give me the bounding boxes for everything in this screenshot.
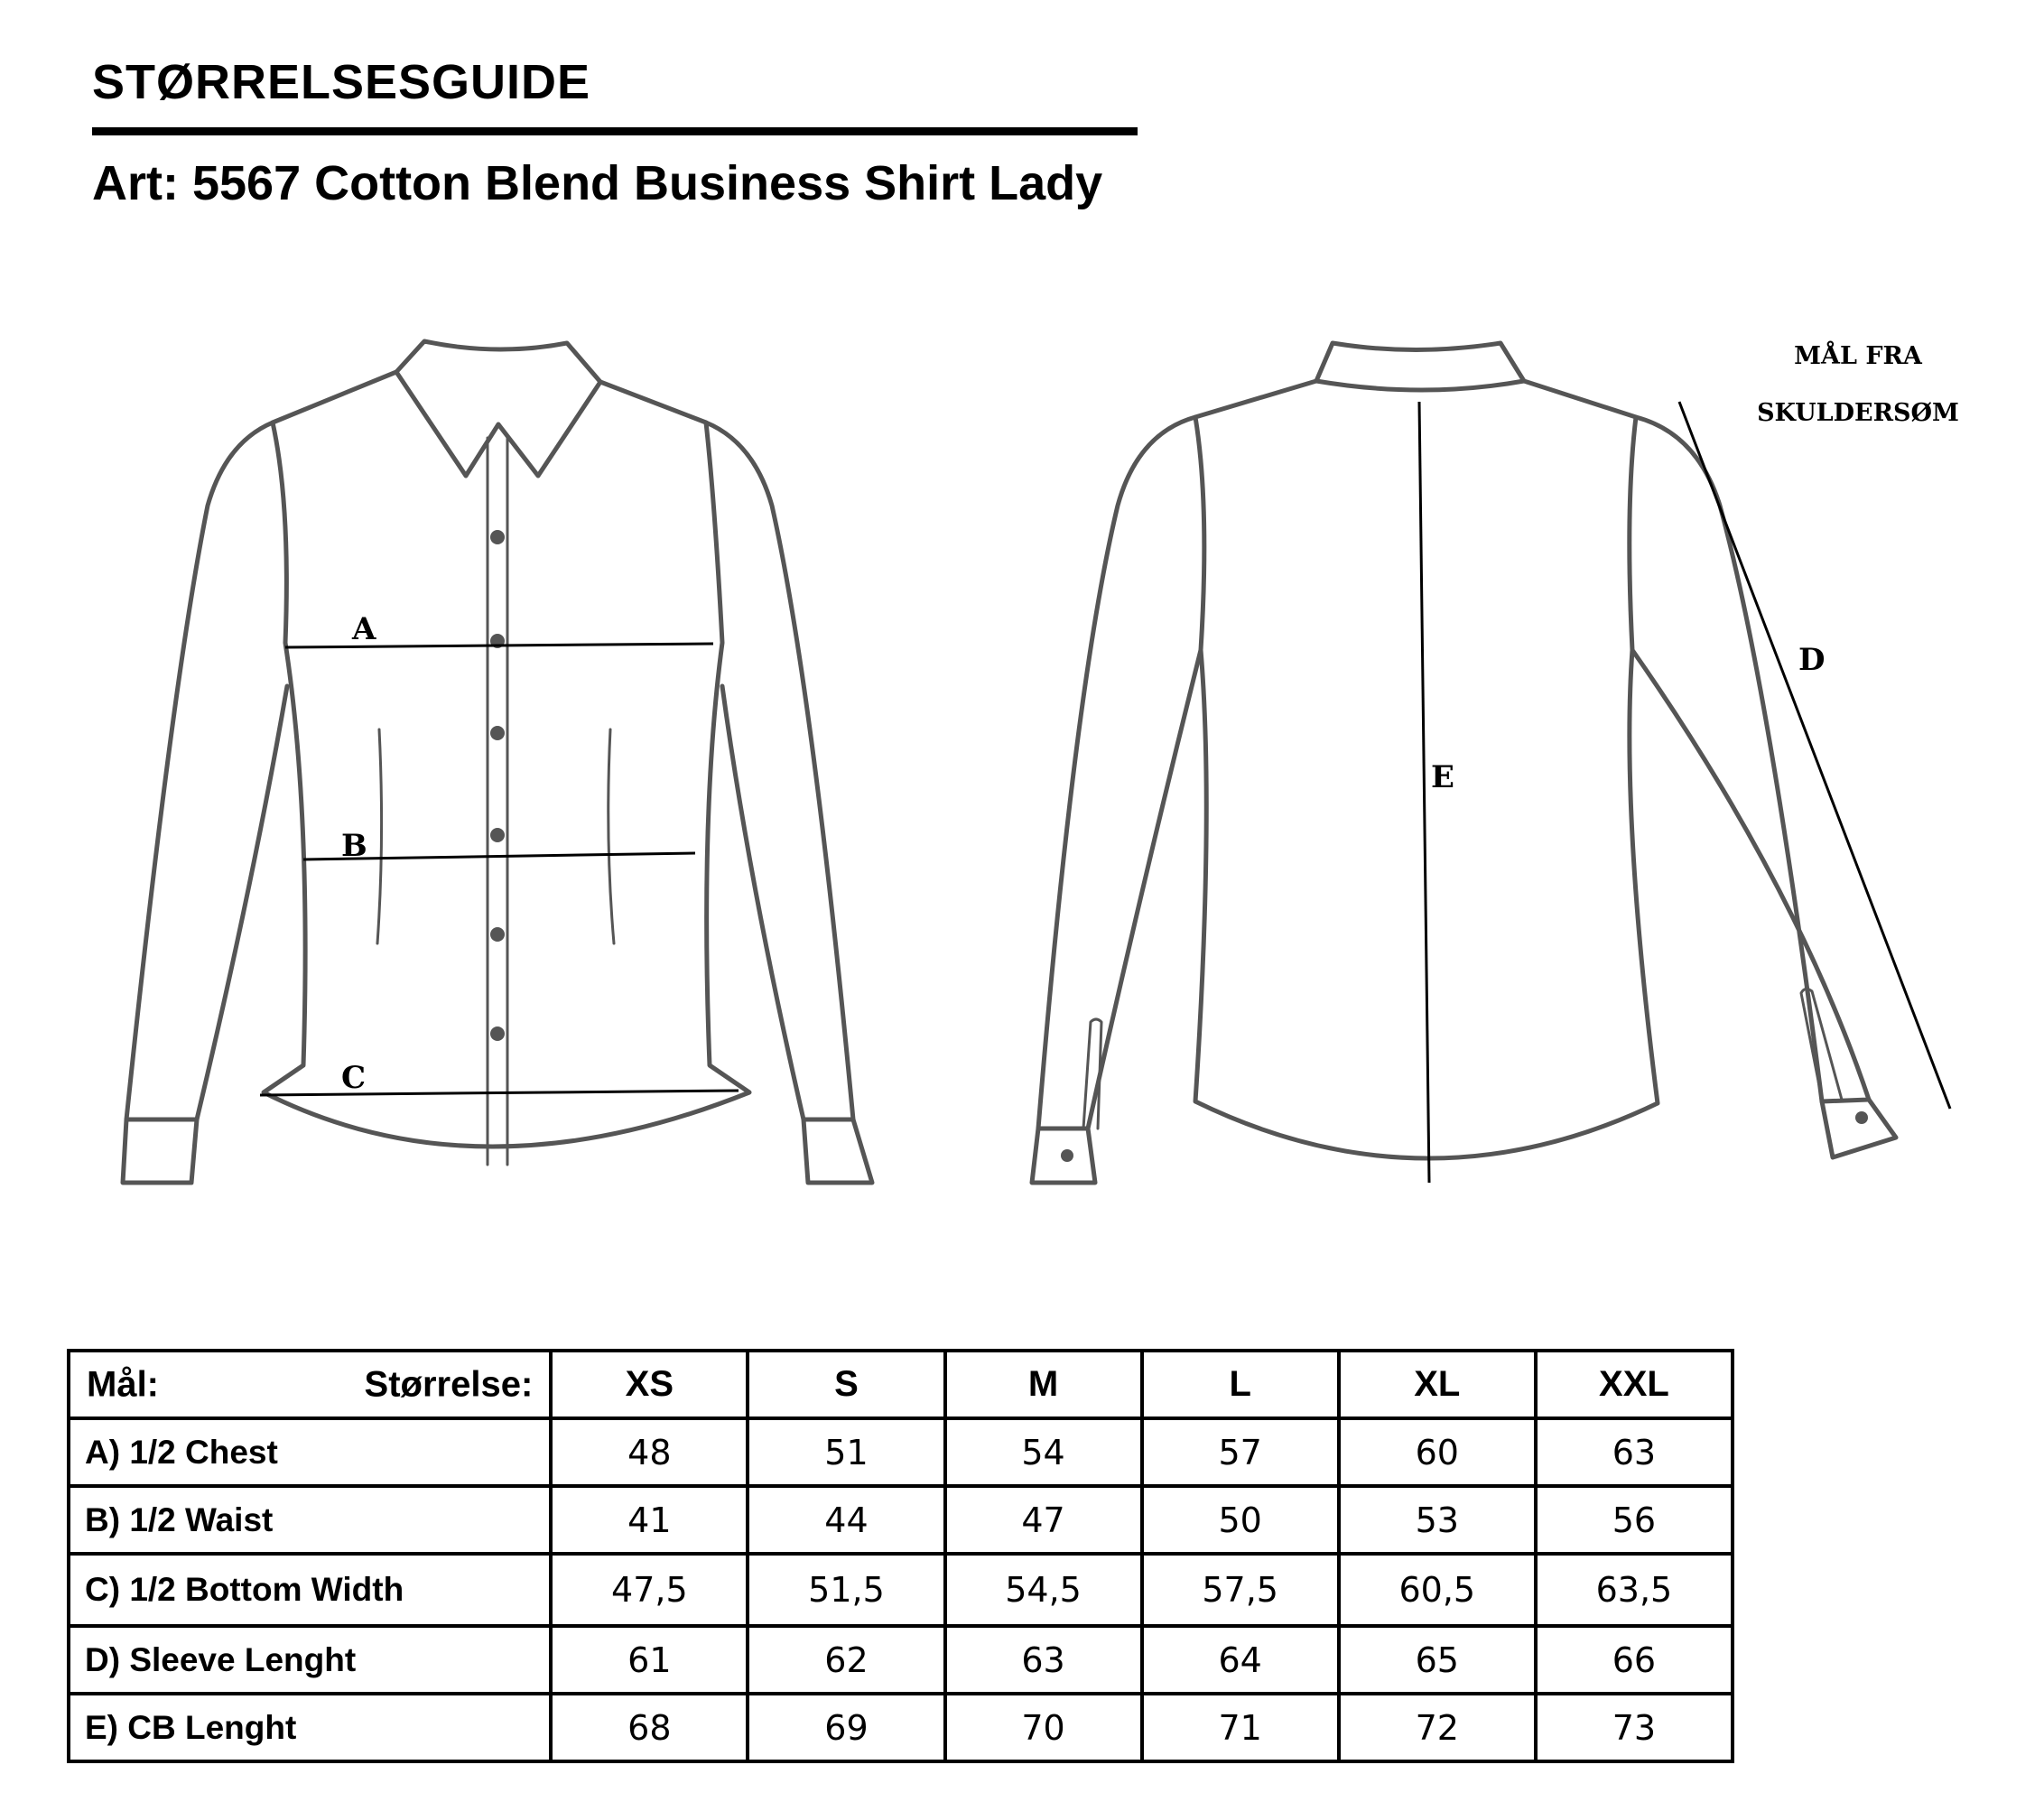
- size-table: [67, 1349, 1734, 1763]
- front-buttons: [490, 530, 505, 1041]
- label-b: B: [341, 828, 367, 864]
- note-line-2: SKULDERSØM: [1757, 399, 1959, 427]
- table-cell: 63: [1536, 1418, 1733, 1486]
- size-header-cell: S: [748, 1351, 944, 1418]
- table-cell: 53: [1339, 1486, 1536, 1554]
- article-title: Art: 5567 Cotton Blend Business Shirt Lady: [92, 156, 1103, 210]
- table-row: [69, 1418, 1733, 1486]
- note-line-1: MÅL FRA: [1794, 342, 1922, 370]
- table-corner-cell: [69, 1351, 551, 1418]
- table-cell: 70: [945, 1694, 1142, 1761]
- table-cell: 47,5: [551, 1554, 748, 1626]
- table-cell: 51,5: [748, 1554, 944, 1626]
- page-title: STØRRELSESGUIDE: [92, 55, 591, 109]
- table-cell: 54,5: [945, 1554, 1142, 1626]
- table-cell: 66: [1536, 1626, 1733, 1694]
- measure-lines-back: [1419, 402, 1950, 1183]
- table-cell: 63: [945, 1626, 1142, 1694]
- table-cell: 44: [748, 1486, 944, 1554]
- cuff-buttons: [1061, 1111, 1868, 1162]
- label-a: A: [352, 611, 376, 647]
- table-cell: 51: [748, 1418, 944, 1486]
- table-cell: 62: [748, 1626, 944, 1694]
- size-header-cell: XS: [551, 1351, 748, 1418]
- label-d: D: [1798, 642, 1826, 678]
- size-header-cell: L: [1142, 1351, 1339, 1418]
- table-cell: 61: [551, 1626, 748, 1694]
- row-label: D) Sleeve Lenght: [69, 1626, 551, 1694]
- table-cell: 57: [1142, 1418, 1339, 1486]
- measure-heading: Mål:: [87, 1364, 159, 1404]
- table-cell: 63,5: [1536, 1554, 1733, 1626]
- size-heading: Størrelse:: [364, 1364, 534, 1404]
- table-cell: 47: [945, 1486, 1142, 1554]
- row-label: C) 1/2 Bottom Width: [69, 1554, 551, 1626]
- table-cell: 72: [1339, 1694, 1536, 1761]
- row-label: A) 1/2 Chest: [69, 1418, 551, 1486]
- table-cell: 71: [1142, 1694, 1339, 1761]
- table-cell: 60: [1339, 1418, 1536, 1486]
- table-row: [69, 1694, 1733, 1761]
- table-cell: 64: [1142, 1626, 1339, 1694]
- size-header-cell: XXL: [1536, 1351, 1733, 1418]
- size-header-cell: XL: [1339, 1351, 1536, 1418]
- table-row: [69, 1554, 1733, 1626]
- table-cell: 73: [1536, 1694, 1733, 1761]
- table-cell: 65: [1339, 1626, 1536, 1694]
- table-row: [69, 1626, 1733, 1694]
- table-cell: 57,5: [1142, 1554, 1339, 1626]
- table-cell: 54: [945, 1418, 1142, 1486]
- row-label: E) CB Lenght: [69, 1694, 551, 1761]
- label-c: C: [341, 1060, 367, 1096]
- label-e: E: [1431, 759, 1454, 795]
- table-header-row: [69, 1351, 1733, 1418]
- table-cell: 50: [1142, 1486, 1339, 1554]
- table-cell: 48: [551, 1418, 748, 1486]
- table-cell: 68: [551, 1694, 748, 1761]
- row-label: B) 1/2 Waist: [69, 1486, 551, 1554]
- size-header-cell: M: [945, 1351, 1142, 1418]
- table-cell: 41: [551, 1486, 748, 1554]
- back-shirt-drawing: [1032, 343, 1896, 1183]
- table-cell: 60,5: [1339, 1554, 1536, 1626]
- table-cell: 69: [748, 1694, 944, 1761]
- front-shirt-drawing: [123, 341, 872, 1183]
- table-row: [69, 1486, 1733, 1554]
- table-cell: 56: [1536, 1486, 1733, 1554]
